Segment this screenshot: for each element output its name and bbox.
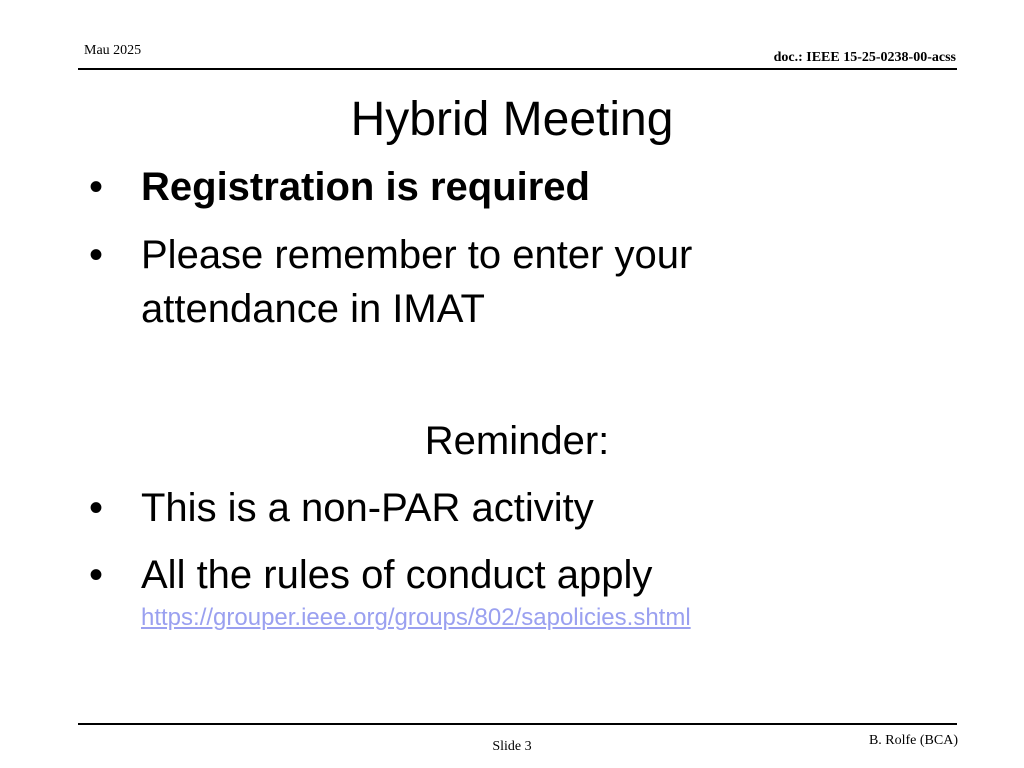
slide-title: Hybrid Meeting (350, 93, 674, 146)
reminder-heading: Reminder: (424, 419, 610, 463)
bullet-text: All the rules of conduct apply (141, 553, 653, 597)
bullet-text-continued: attendance in IMAT (141, 287, 485, 331)
bullet-text: Please remember to enter your (141, 233, 693, 277)
bullet-marker: • (89, 486, 104, 530)
bullet-marker: • (89, 233, 104, 277)
slide-number: Slide 3 (492, 739, 532, 754)
bullet-text: This is a non-PAR activity (141, 486, 594, 530)
bullet-marker: • (89, 553, 104, 597)
bullet-text: Registration is required (141, 165, 590, 209)
header-doc-id: doc.: IEEE 15-25-0238-00-acss (773, 50, 956, 65)
header-date: Mau 2025 (84, 43, 142, 58)
bullet-marker: • (89, 165, 104, 209)
footer-author: B. Rolfe (BCA) (868, 733, 958, 748)
footer-divider (78, 723, 957, 725)
policies-link[interactable]: https://grouper.ieee.org/groups/802/sapolicies.shtml (141, 604, 691, 631)
header-divider (78, 68, 957, 70)
